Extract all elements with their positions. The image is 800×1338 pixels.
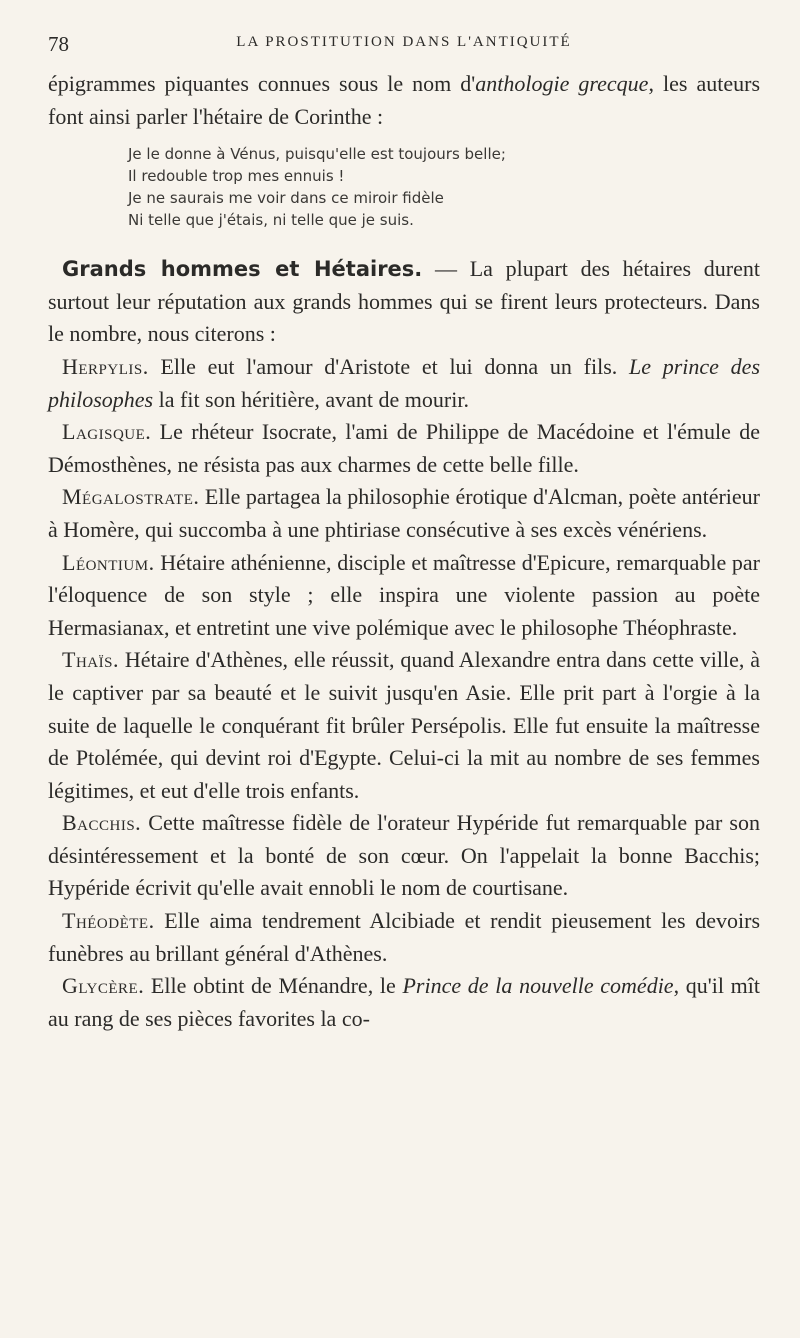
entry-name: Herpylis. <box>62 353 149 379</box>
entry-text: Le rhéteur Isocrate, l'ami de Philippe de Macédoine et l'émule de Démosthènes, ne résista pas aux charmes de cette belle fille. <box>48 419 760 477</box>
anthology-title: anthologie grecque <box>475 71 649 96</box>
entry-leontium <box>48 547 760 645</box>
entry-name: Théodète. <box>62 908 155 934</box>
section-paragraph <box>48 253 760 351</box>
entry-name: Thaïs. <box>62 647 119 673</box>
verse-line: Ni telle que j'étais, ni telle que je suis. <box>128 211 414 230</box>
verse-line: Il redouble trop mes ennuis ! <box>128 167 345 186</box>
page-number: 78 <box>48 32 69 56</box>
intro-paragraph <box>48 68 760 133</box>
entry-text: Hétaire d'Athènes, elle réussit, quand Alexandre entra dans cette ville, à le captiver par sa beauté et le suivit jusqu'en Asie. Elle prit part à l'orgie à la suite de laquelle le conquérant fit brûler Persépolis. Elle fut ensuite la maîtresse de Ptolémée, qui devint roi d'Egypte. Celui-ci la mit au nombre de ses femmes légitimes, et eut d'elle trois enfants. <box>48 647 760 803</box>
intro-text-end: , les auteurs font ainsi parler l'hétaire de Corinthe : <box>48 71 761 129</box>
entry-text: Hétaire athénienne, disciple et maîtresse d'Epicure, remarquable par l'éloquence de son style ; elle inspira une violente passion au poète Hermasianax, et entretint une vive polémique avec le philosophe Théophraste. <box>48 549 760 640</box>
entry-name: Léontium. <box>62 549 155 575</box>
entry-megalostrate <box>48 481 760 546</box>
entry-name: Glycère. <box>62 973 145 999</box>
entry-italic: Prince de la nouvelle comédie <box>402 973 674 999</box>
entry-text: Elle aima tendrement Alcibiade et rendit pieusement les devoirs funèbres au brillant général d'Athènes. <box>48 908 760 966</box>
entry-text: Elle obtint de Ménandre, le <box>144 973 403 999</box>
verse-line: Je ne saurais me voir dans ce miroir fidèle <box>128 189 444 208</box>
entry-lagisque <box>48 416 760 481</box>
section-title: Grands hommes et Hétaires. <box>62 257 423 282</box>
entry-italic: Le prince des philosophes <box>48 353 761 412</box>
entry-name: Mégalostrate. <box>62 484 200 510</box>
section-text: — La plupart des hétaires durent surtout leur réputation aux grands hommes qui se firent leurs protecteurs. Dans le nombre, nous citerons : <box>48 256 760 347</box>
book-page <box>48 32 760 1035</box>
entry-text: la fit son héritière, avant de mourir. <box>153 386 469 412</box>
entry-bacchis <box>48 807 760 905</box>
epigram-verse <box>48 143 760 231</box>
entry-text: Elle partagea la philosophie érotique d'Alcman, poète antérieur à Homère, qui succomba à une phtiriase consécutive à ses excès vénériens. <box>48 484 760 542</box>
running-title: LA PROSTITUTION DANS L'ANTIQUITÉ <box>236 34 572 50</box>
entry-name: Lagisque. <box>62 419 152 445</box>
entry-glycere <box>48 970 760 1035</box>
entry-text: Cette maîtresse fidèle de l'orateur Hypéride fut remarquable par son désintéressement et la bonté de son cœur. On l'appelait la bonne Bacchis; Hypéride écrivit qu'elle avait ennobli le nom de courtisane. <box>48 810 760 901</box>
entry-theodete <box>48 905 760 970</box>
intro-text: épigrammes piquantes connues sous le nom d' <box>48 71 476 96</box>
entry-herpylis <box>48 351 760 416</box>
entry-thais <box>48 644 760 807</box>
entry-text: Elle eut l'amour d'Aristote et lui donna un fils. <box>148 353 629 379</box>
entry-text: , qu'il mît au rang de ses pièces favorites la co- <box>48 973 760 1031</box>
verse-line: Je le donne à Vénus, puisqu'elle est toujours belle; <box>128 145 506 164</box>
entry-name: Bacchis. <box>62 810 142 836</box>
page-header <box>48 32 760 68</box>
